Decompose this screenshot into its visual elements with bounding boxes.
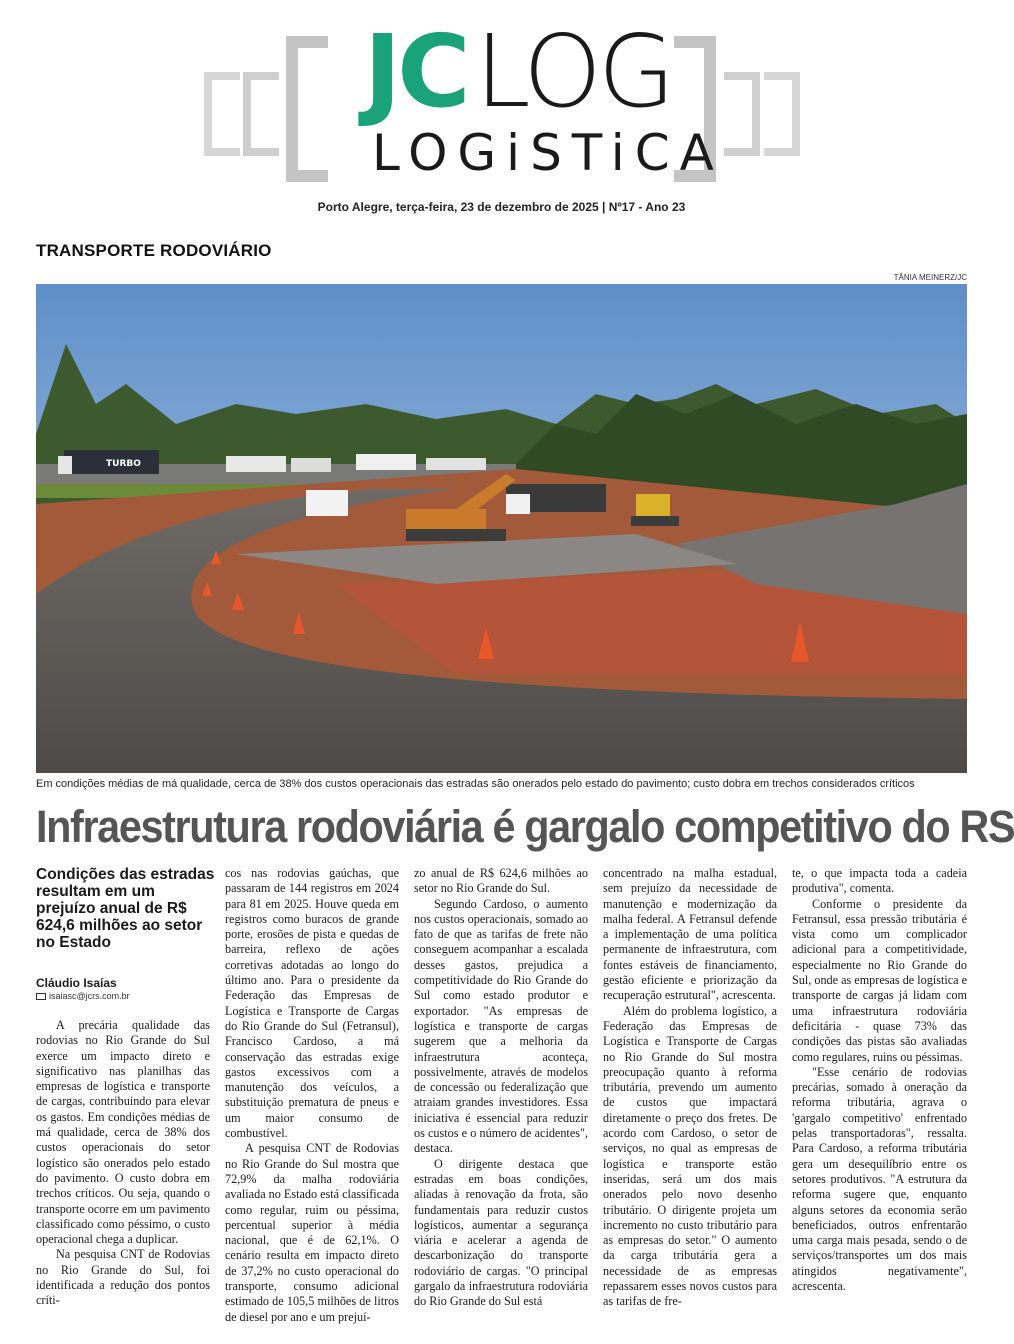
mail-icon [36,993,46,1000]
right-outer-bracket-decoration [764,72,800,156]
headline: Infraestrutura rodoviária é gargalo competitivo do RS [36,801,1014,852]
author-name: Cláudio Isaías [36,976,117,990]
article-column-3 [414,866,588,1308]
paragraph: A pesquisa CNT de Rodovias no Rio Grande do Sul mostra que 72,9% da malha rodoviária avaliada no Estado está classificada como regular, ruim ou péssima, percentual superior à média nacional, que é de 62,1%. O cenário resulta em impacto direto de 37,2% no custo operacional do transporte, consumo adicional estimado de 105,5 milhões de litros de diesel por ano e um prejuí- [225,1141,399,1324]
paragraph: zo anual de R$ 624,6 milhões ao setor no Rio Grande do Sul. [414,866,588,896]
article-column-2 [225,866,399,1324]
masthead [0,0,1003,214]
main-photo [36,284,967,773]
paragraph: "Esse cenário de rodovias precárias, somado à oneração da reforma tributária, agrava o 'gargalo competitivo' enfrentado pelas transportadoras", ressalta. Para Cardoso, a reforma tributária gera um desequilíbrio entre os setores produtivos. "A estrutura da reforma sugere que, enquanto alguns setores da economia serão beneficiados, outros enfrentarão uma carga mais pesada, sendo o de serviços/transportes um dos mais atingidos negativamente", acrescenta. [792,1064,967,1294]
road-construction-photo [36,284,967,773]
left-outer-bracket-decoration [204,72,240,156]
logo-subtitle: LOGiSTiCA [372,124,724,182]
paragraph: Além do problema logístico, a Federação das Empresas de Logística e Transporte de Cargas no Rio Grande do Sul mostra preocupação quanto à reforma tributária, prevendo um aumento de custos que impactará diretamente o preço dos fretes. De acordo com Cardoso, o setor de serviços, no qual as empresas de logística e transporte estão inseridas, será um dos mais onerados pelo novo desenho tributário. O dirigente projeta um incremento no custo tributário para as empresas do setor." O aumento da carga tributária gera a necessidade de as empresas repassarem esses novos custos para as tarifas de fre- [603,1003,777,1309]
paragraph: concentrado na malha estadual, sem prejuízo da necessidade de manutenção e modernização da malha federal. A Fetransul defende a implementação de uma política permanente de infraestrutura, com fontes estáveis de financiamento, gestão eficiente e priorização da recuperação estrutural", acrescenta. [603,866,777,1003]
paragraph: Conforme o presidente da Fetransul, essa pressão tributária é vista como um complicador adicional para a competitividade, especialmente no Rio Grande do Sul, onde as empresas de logística e transporte de cargas já lidam com uma infraestrutura rodoviária deficitária - quase 73% das condições das pistas são avaliadas como regulares, ruins ou péssimas. [792,896,967,1064]
author-email[interactable] [36,991,130,1001]
deck: Condições das estradas resultam em um prejuízo anual de R$ 624,6 milhões ao setor no Estado [36,866,215,951]
photo-credit: TÂNIA MEINERZ/JC [893,273,967,282]
author-email-text: isaiasc@jcrs.com.br [49,991,130,1001]
truck-label: TURBO [106,459,141,469]
paragraph: O dirigente destaca que estradas em boas condições, aliadas à renovação da frota, são fundamentais para reduzir custos logísticos, aumentar a segurança viária e acelerar a agenda de descarbonização do transporte rodoviário de cargas. "O principal gargalo da infraestrutura rodoviária do Rio Grande do Sul está [414,1156,588,1309]
section-title: TRANSPORTE RODOVIÁRIO [36,241,272,260]
paragraph: te, o que impacta toda a cadeia produtiva", comenta. [792,866,967,896]
paragraph: Na pesquisa CNT de Rodovias no Rio Grande do Sul, foi identificada a redução dos pontos críti- [36,1247,210,1308]
logo-jc: JC [364,13,467,130]
left-inner-bracket-decoration [286,36,328,182]
right-middle-bracket-decoration [724,72,760,156]
photo-caption: Em condições médias de má qualidade, cerca de 38% dos custos operacionais das estradas são onerados pelo estado do pavimento; custo dobra em trechos considerados críticos [36,778,915,790]
left-middle-bracket-decoration [243,72,279,156]
article-column-1 [36,1018,210,1308]
logo-log: LOG [475,13,672,130]
article-column-4 [603,866,777,1308]
article-column-5 [792,866,967,1308]
paragraph: A precária qualidade das rodovias no Rio Grande do Sul exerce um impacto direto e significativo nas planilhas das empresas de logística e transporte de cargas, contribuindo para elevar os gastos. Em condições médias de má qualidade, cerca de 38% dos custos operacionais do setor logístico são onerados pelo estado do pavimento. O custo dobra em trechos críticos. Ou seja, quando o transporte ocorre em um pavimento classificado como péssimo, o custo operacional chega a duplicar. [36,1018,210,1247]
paragraph: Segundo Cardoso, o aumento nos custos operacionais, somado ao fato de que as tarifas de frete não conseguem acompanhar a escalada desses gastos, prejudica a competitividade do Rio Grande do Sul como estado produtor e exportador. "As empresas de logística e transporte de cargas sugerem que a melhoria da infraestrutura aconteça, possivelmente, através de modelos de concessão ou federalização que atraiam grandes investidores. Essa iniciativa é essencial para reduzir os custos e o número de acidentes", destaca. [414,896,588,1156]
dateline: Porto Alegre, terça-feira, 23 de dezembro de 2025 | Nº17 - Ano 23 [317,200,686,214]
paragraph: cos nas rodovias gaúchas, que passaram de 144 registros em 2024 para 81 em 2025. Houve queda em registros como buracos de grande porte, erosões de pista e quedas de barreira, reflexo de ações corretivas adotadas ao longo do último ano. Para o presidente da Federação das Empresas de Logística e Transporte de Cargas do Rio Grande do Sul (Fetransul), Francisco Cardoso, a má conservação das estradas exige gastos excessivos com a manutenção dos veículos, a substituição prematura de pneus e um maior consumo de combustível. [225,866,399,1141]
